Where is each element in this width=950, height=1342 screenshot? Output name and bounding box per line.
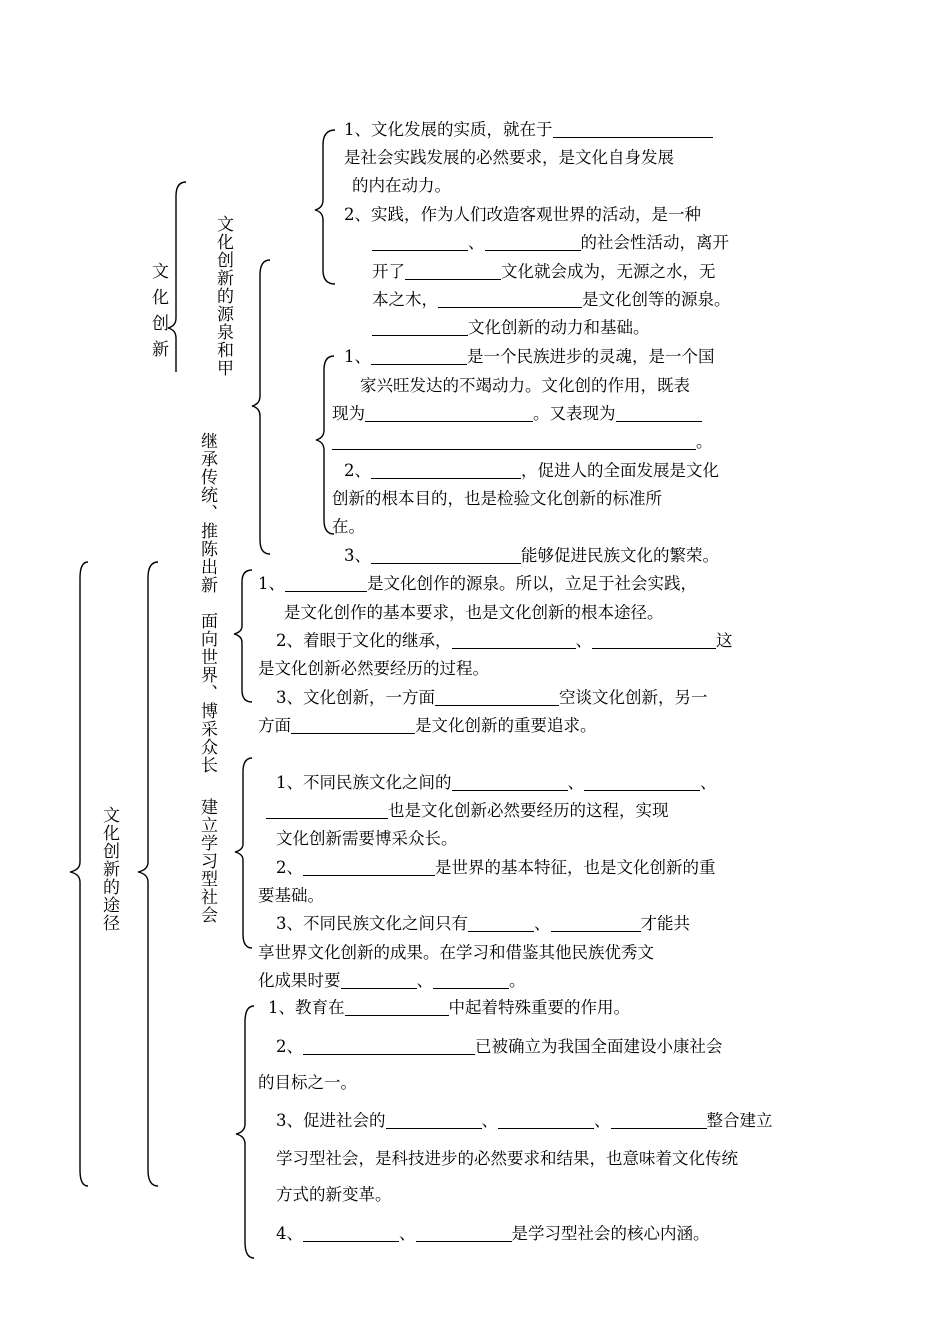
- blank[interactable]: [365, 405, 533, 422]
- brace-source: [315, 130, 335, 284]
- blank[interactable]: [498, 1112, 594, 1129]
- label-face-world: 面向世界、博采众长: [197, 612, 217, 774]
- blank[interactable]: [345, 999, 449, 1016]
- world-item-3-line-3: 化成果时要 、 。: [258, 971, 526, 990]
- label-source-and-role: 文化创新的源泉和甲: [213, 215, 233, 377]
- world-item-3-line-1: 3、不同民族文化之间只有 、 才能共: [276, 914, 690, 933]
- source-item-2-line-3: 开了 文化就会成为，无源之水，无: [372, 262, 716, 281]
- source-item-1-line-2: 是社会实践发展的必然要求，是文化自身发展: [344, 148, 674, 167]
- blank[interactable]: [438, 291, 582, 308]
- blank[interactable]: [291, 717, 415, 734]
- world-item-1-line-2: 也是文化创新必然要经历的这程，实现: [266, 801, 669, 821]
- blank[interactable]: [551, 915, 641, 932]
- blank[interactable]: [584, 774, 700, 791]
- label-innovation-path: 文化创新的途径: [99, 806, 119, 932]
- blank[interactable]: [485, 234, 581, 251]
- blank[interactable]: [371, 547, 521, 564]
- world-item-1-line-1: 1、不同民族文化之间的 、 、: [276, 773, 717, 792]
- blank[interactable]: [386, 1112, 482, 1129]
- world-item-1-line-3: 文化创新需要博采众长。: [276, 829, 458, 848]
- brace-world: [235, 758, 252, 948]
- inherit-item-2-line-2: 是文化创新必然要经历的过程。: [258, 659, 489, 678]
- world-item-2-line-1: 2、 是世界的基本特征，也是文化创新的重: [276, 858, 716, 877]
- inherit-item-2-line-1: 2、着眼于文化的继承， 、 这: [276, 631, 733, 650]
- blank[interactable]: [616, 405, 702, 422]
- role-item-1-line-4: 。: [332, 432, 713, 452]
- brace-learning: [236, 1006, 254, 1258]
- role-item-1-line-2: 家兴旺发达的不竭动力。文化创的作用，既表: [360, 376, 690, 395]
- source-item-2-line-5: 文化创新的动力和基础。: [372, 318, 650, 338]
- learning-item-2-line-2: 的目标之一。: [258, 1073, 357, 1092]
- blank[interactable]: [341, 972, 417, 989]
- blank[interactable]: [372, 234, 468, 251]
- inherit-item-3-line-1: 3、文化创新，一方面 空谈文化创新，另一: [276, 688, 708, 707]
- learning-item-4: 4、 、 是学习型社会的核心内涵。: [276, 1224, 710, 1243]
- brace-path-outer: [70, 562, 88, 1186]
- blank[interactable]: [332, 433, 696, 450]
- inherit-item-1-line-1: 1、 是文化创作的源泉。所以，立足于社会实践，: [258, 574, 697, 593]
- blank[interactable]: [405, 263, 501, 280]
- blank[interactable]: [416, 1225, 512, 1242]
- source-item-1-line-3: 的内在动力。: [352, 176, 451, 195]
- role-item-3: 3、 能够促进民族文化的繁荣。: [344, 546, 719, 565]
- world-item-2-line-2: 要基础。: [258, 886, 324, 905]
- source-item-1-line-1: 1、文化发展的实质，就在于: [344, 120, 713, 140]
- blank[interactable]: [468, 915, 534, 932]
- blank[interactable]: [371, 348, 467, 365]
- role-item-1-line-3: 现为 。又表现为: [332, 404, 702, 424]
- blank[interactable]: [371, 462, 521, 479]
- blank[interactable]: [285, 575, 367, 592]
- brace-source-role: [252, 260, 270, 554]
- blank[interactable]: [553, 121, 713, 138]
- learning-item-3-line-3: 方式的新变革。: [276, 1185, 392, 1204]
- blank[interactable]: [592, 632, 716, 649]
- blank[interactable]: [303, 1038, 475, 1055]
- learning-item-1: 1、教育在 中起着特殊重要的作用。: [268, 998, 630, 1017]
- source-item-2-line-2: 、 的社会性活动，离开: [372, 233, 729, 253]
- brace-inherit: [234, 570, 252, 702]
- learning-item-3-line-1: 3、促进社会的 、 、 整合建立: [276, 1111, 773, 1130]
- learning-item-2-line-1: 2、 已被确立为我国全面建设小康社会: [276, 1037, 723, 1056]
- source-item-2-line-4: 本之木， 是文化创等的源泉。: [372, 290, 731, 309]
- label-inherit-tradition: 继承传统、推陈出新: [197, 432, 217, 594]
- blank[interactable]: [372, 319, 468, 336]
- blank[interactable]: [303, 1225, 399, 1242]
- role-item-2-line-1: 2、 ，促进人的全面发展是文化: [344, 461, 719, 480]
- world-item-3-line-2: 享世界文化创新的成果。在学习和借鉴其他民族优秀文: [258, 943, 654, 962]
- brace-culture-innovation: [168, 182, 186, 372]
- label-learning-society: 建立学习型社会: [197, 798, 217, 924]
- blank[interactable]: [452, 632, 576, 649]
- role-item-1-line-1: 1、 是一个民族进步的灵魂，是一个国: [344, 347, 715, 366]
- blank[interactable]: [452, 774, 568, 791]
- blank[interactable]: [435, 689, 559, 706]
- blank[interactable]: [611, 1112, 707, 1129]
- source-item-2-line-1: 2、实践，作为人们改造客观世界的活动，是一种: [344, 205, 701, 224]
- inherit-item-3-line-2: 方面 是文化创新的重要追求。: [258, 716, 597, 735]
- brace-path-inner: [138, 562, 158, 1186]
- role-item-2-line-3: 在。: [332, 517, 365, 536]
- blank[interactable]: [433, 972, 509, 989]
- inherit-item-1-line-2: 是文化创作的基本要求，也是文化创新的根本途径。: [284, 603, 664, 622]
- blank[interactable]: [266, 802, 388, 819]
- role-item-2-line-2: 创新的根本目的，也是检验文化创新的标准所: [332, 489, 662, 508]
- blank[interactable]: [303, 859, 435, 876]
- learning-item-3-line-2: 学习型社会，是科技进步的必然要求和结果，也意味着文化传统: [276, 1149, 738, 1168]
- label-culture-innovation: 文化创新: [148, 262, 168, 366]
